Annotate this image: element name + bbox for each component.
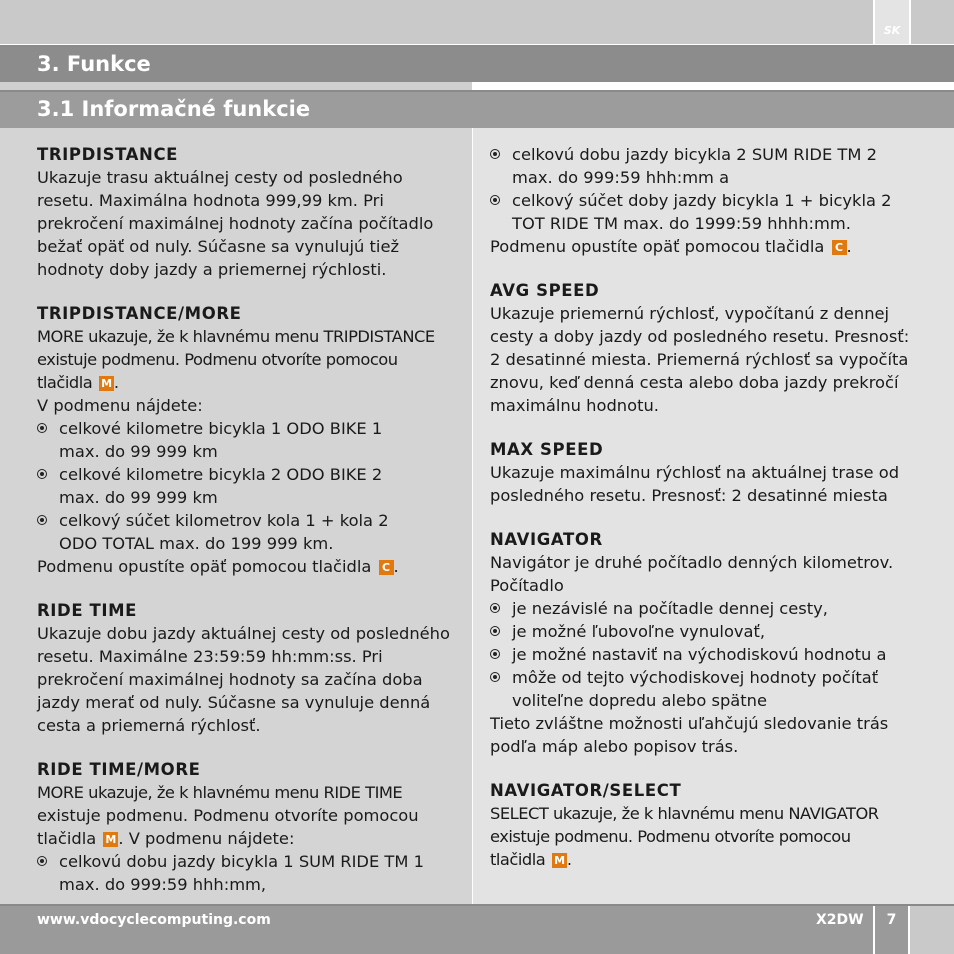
- list-line: celkové kilometre bicykla 1 ODO BIKE 1: [59, 419, 383, 438]
- list-line: celkovú dobu jazdy bicykla 1 SUM RIDE TM 1: [59, 852, 424, 871]
- bullet-icon: [490, 672, 500, 682]
- list-item: [37, 417, 457, 463]
- language-tab: [875, 0, 909, 44]
- list-item: [490, 620, 930, 643]
- bullet-icon: [490, 649, 500, 659]
- list-line: celkové kilometre bicykla 2 ODO BIKE 2: [59, 465, 383, 484]
- m-key-icon: M: [99, 376, 114, 391]
- paragraph-line: resetu. Maximálna hodnota 999,99 km. Pri: [37, 191, 384, 210]
- chapter-title: 3. Funkce: [37, 52, 151, 76]
- heading-ride-time: RIDE TIME: [37, 601, 138, 620]
- list-line: je možné nastaviť na východiskovú hodnotu a: [512, 645, 887, 664]
- list-item: [37, 509, 457, 555]
- paragraph-line: Ukazuje trasu aktuálnej cesty od posledného: [37, 168, 403, 187]
- bullet-icon: [490, 149, 500, 159]
- bullet-icon: [37, 515, 47, 525]
- paragraph-line: maximálnu hodnotu.: [490, 396, 659, 415]
- paragraph-line: hodnoty doby jazdy a priemernej rýchlosti.: [37, 260, 387, 279]
- paragraph-line: existuje podmenu. Podmenu otvoríte pomocou: [490, 827, 851, 846]
- list-item: [490, 597, 930, 620]
- paragraph-line: Podmenu opustíte opäť pomocou tlačidla C .: [37, 557, 399, 576]
- paragraph-line: 2 desatinné miesta. Priemerná rýchlosť sa vypočíta: [490, 350, 909, 369]
- paragraph-line: tlačidla M .: [37, 373, 119, 392]
- list-line: celkovú dobu jazdy bicykla 2 SUM RIDE TM 2: [512, 145, 877, 164]
- paragraph-line: MORE ukazuje, že k hlavnému menu RIDE TIME: [37, 783, 403, 802]
- paragraph-line: [37, 827, 457, 850]
- paragraph-line: Ukazuje priemernú rýchlosť, vypočítanú z dennej: [490, 304, 890, 323]
- paragraph-line: resetu. Maximálne 23:59:59 hh:mm:ss. Pri: [37, 647, 383, 666]
- paragraph-line: cesty a doby jazdy od posledného resetu. Presnosť:: [490, 327, 910, 346]
- text: . V podmenu nájdete:: [118, 829, 295, 848]
- list-line: voliteľne dopredu alebo spätne: [512, 691, 767, 710]
- paragraph-line: existuje podmenu. Podmenu otvoríte pomocou: [37, 350, 398, 369]
- left-column: [37, 143, 457, 896]
- heading-navigator: NAVIGATOR: [490, 530, 603, 549]
- paragraph-line: znovu, keď denná cesta alebo doba jazdy prekročí: [490, 373, 899, 392]
- list-item: [490, 189, 930, 235]
- list-line: TOT RIDE TM max. do 1999:59 hhhh:mm.: [512, 214, 851, 233]
- c-key-icon: C: [832, 240, 847, 255]
- bullet-icon: [37, 469, 47, 479]
- paragraph-line: Počítadlo: [490, 576, 564, 595]
- bullet-icon: [490, 195, 500, 205]
- list-line: môže od tejto východiskovej hodnoty počítať: [512, 668, 879, 687]
- list-line: max. do 99 999 km: [59, 442, 218, 461]
- paragraph-line: MORE ukazuje, že k hlavnému menu TRIPDISTANCE: [37, 327, 435, 346]
- paragraph-line: jazdy merať od nuly. Súčasne sa vynuluje denná: [37, 693, 431, 712]
- paragraph-line: prekročení maximálnej hodnoty začína počítadlo: [37, 214, 434, 233]
- paragraph-line: SELECT ukazuje, že k hlavnému menu NAVIGATOR: [490, 804, 879, 823]
- text: tlačidla: [37, 829, 97, 848]
- heading-avg-speed: AVG SPEED: [490, 281, 600, 300]
- list-line: je nezávislé na počítadle dennej cesty,: [512, 599, 828, 618]
- m-key-icon: M: [552, 853, 567, 868]
- heading-max-speed: MAX SPEED: [490, 440, 604, 459]
- list-item: [490, 643, 930, 666]
- list-line: celkový súčet doby jazdy bicykla 1 + bicykla 2: [512, 191, 892, 210]
- text: Podmenu opustíte opäť pomocou tlačidla: [490, 237, 825, 256]
- paragraph-line: Tieto zvláštne možnosti uľahčujú sledovanie trás: [490, 714, 889, 733]
- paragraph-line: podľa máp alebo popisov trás.: [490, 737, 739, 756]
- heading-navigator-select: NAVIGATOR/SELECT: [490, 781, 682, 800]
- text: Podmenu opustíte opäť pomocou tlačidla: [37, 557, 372, 576]
- paragraph-line: Ukazuje dobu jazdy aktuálnej cesty od posledného: [37, 624, 450, 643]
- paragraph-line: Navigátor je druhé počítadlo denných kilometrov.: [490, 553, 894, 572]
- bullet-icon: [37, 423, 47, 433]
- bullet-icon: [490, 626, 500, 636]
- c-key-icon: C: [379, 560, 394, 575]
- heading-tripdistance-more: TRIPDISTANCE/MORE: [37, 304, 242, 323]
- text: tlačidla: [490, 850, 546, 869]
- paragraph-line: prekročení maximálnej hodnoty sa začína doba: [37, 670, 423, 689]
- list-line: ODO TOTAL max. do 199 999 km.: [59, 534, 334, 553]
- paragraph-line: cesta a priemerná rýchlosť.: [37, 716, 261, 735]
- language-label: SK: [883, 24, 901, 37]
- footer-model: X2DW: [816, 912, 864, 928]
- right-column: [490, 143, 930, 871]
- list-item: [490, 666, 930, 712]
- text: tlačidla: [37, 373, 93, 392]
- paragraph-line: Ukazuje maximálnu rýchlosť na aktuálnej trase od: [490, 463, 900, 482]
- list-item: [37, 463, 457, 509]
- top-band-edge: [911, 0, 954, 44]
- m-key-icon: M: [103, 832, 118, 847]
- bullet-icon: [490, 603, 500, 613]
- bullet-icon: [37, 856, 47, 866]
- paragraph-line: bežať opäť od nuly. Súčasne sa vynulujú tiež: [37, 237, 400, 256]
- top-band: [0, 0, 873, 44]
- list-line: max. do 999:59 hhh:mm,: [59, 875, 267, 894]
- list-line: je možné ľubovoľne vynulovať,: [512, 622, 766, 641]
- list-line: max. do 999:59 hhh:mm a: [512, 168, 730, 187]
- paragraph-line: existuje podmenu. Podmenu otvoríte pomocou: [37, 806, 419, 825]
- page-number: 7: [886, 912, 897, 928]
- paragraph-line: V podmenu nájdete:: [37, 396, 203, 415]
- paragraph-line: Podmenu opustíte opäť pomocou tlačidla C .: [490, 237, 852, 256]
- list-line: max. do 99 999 km: [59, 488, 218, 507]
- footer-url-link[interactable]: www.vdocyclecomputing.com: [37, 912, 271, 928]
- section-title: 3.1 Informačné funkcie: [37, 97, 311, 121]
- heading-ride-time-more: RIDE TIME/MORE: [37, 760, 201, 779]
- list-item: [37, 850, 457, 896]
- list-line: celkový súčet kilometrov kola 1 + kola 2: [59, 511, 389, 530]
- footer-edge: [910, 906, 954, 954]
- paragraph-line: tlačidla M .: [490, 850, 572, 869]
- heading-tripdistance: TRIPDISTANCE: [37, 145, 179, 164]
- list-item: [490, 143, 930, 189]
- paragraph-line: posledného resetu. Presnosť: 2 desatinné miesta: [490, 486, 888, 505]
